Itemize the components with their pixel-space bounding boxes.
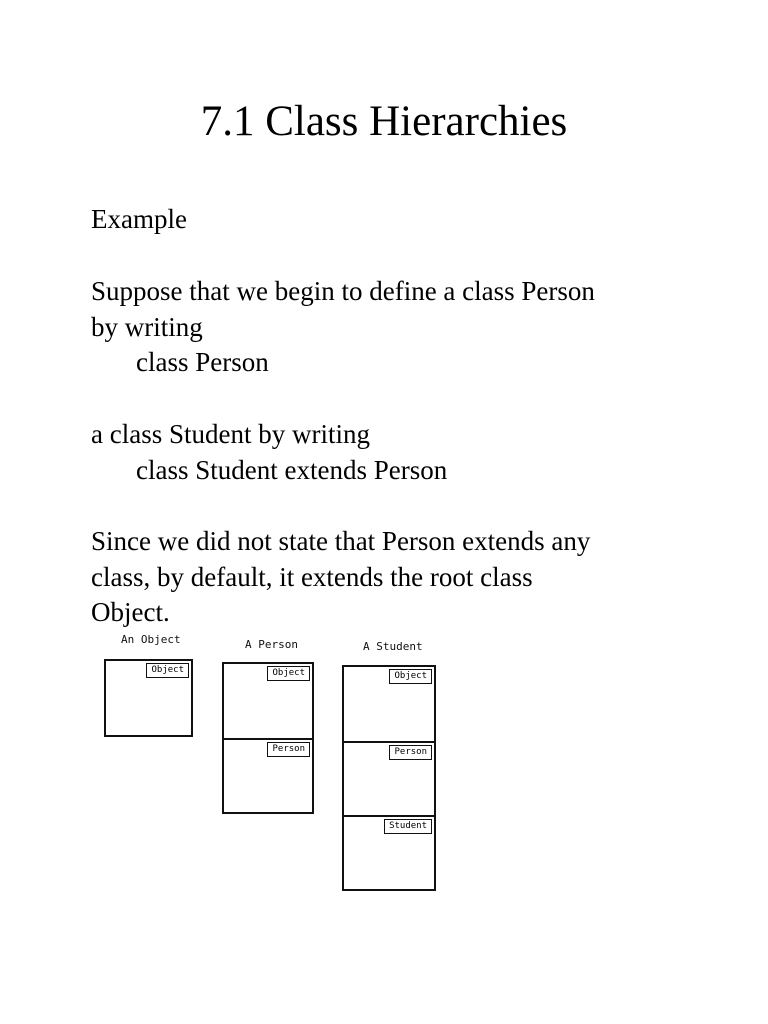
object-part — [106, 661, 191, 735]
paragraph-line: Since we did not state that Person extends any — [91, 526, 591, 556]
person-part — [224, 738, 312, 812]
object-part — [344, 667, 434, 741]
example-heading: Example — [91, 204, 187, 234]
paragraph-line: a class Student by writing — [91, 419, 370, 449]
object-instance-box — [104, 659, 193, 737]
object-tag: Object — [267, 666, 310, 681]
object-part — [224, 664, 312, 738]
person-instance-label: A Person — [245, 638, 298, 651]
student-instance-box — [342, 665, 436, 891]
page-title: 7.1 Class Hierarchies — [200, 98, 568, 145]
paragraph-line: Object. — [91, 597, 170, 627]
paragraph-line: Suppose that we begin to define a class Person — [91, 276, 595, 306]
paragraph-line: by writing — [91, 312, 203, 342]
paragraph-line: class, by default, it extends the root class — [91, 562, 533, 592]
person-tag: Person — [389, 745, 432, 760]
person-instance-box — [222, 662, 314, 814]
student-instance-label: A Student — [363, 640, 423, 653]
code-line-person: class Person — [136, 347, 269, 377]
object-tag: Object — [146, 663, 189, 678]
object-tag: Object — [389, 669, 432, 684]
person-tag: Person — [267, 742, 310, 757]
object-instance-label: An Object — [121, 633, 181, 646]
student-part — [344, 815, 434, 889]
person-part — [344, 741, 434, 815]
student-tag: Student — [384, 819, 432, 834]
code-line-student: class Student extends Person — [136, 455, 448, 485]
